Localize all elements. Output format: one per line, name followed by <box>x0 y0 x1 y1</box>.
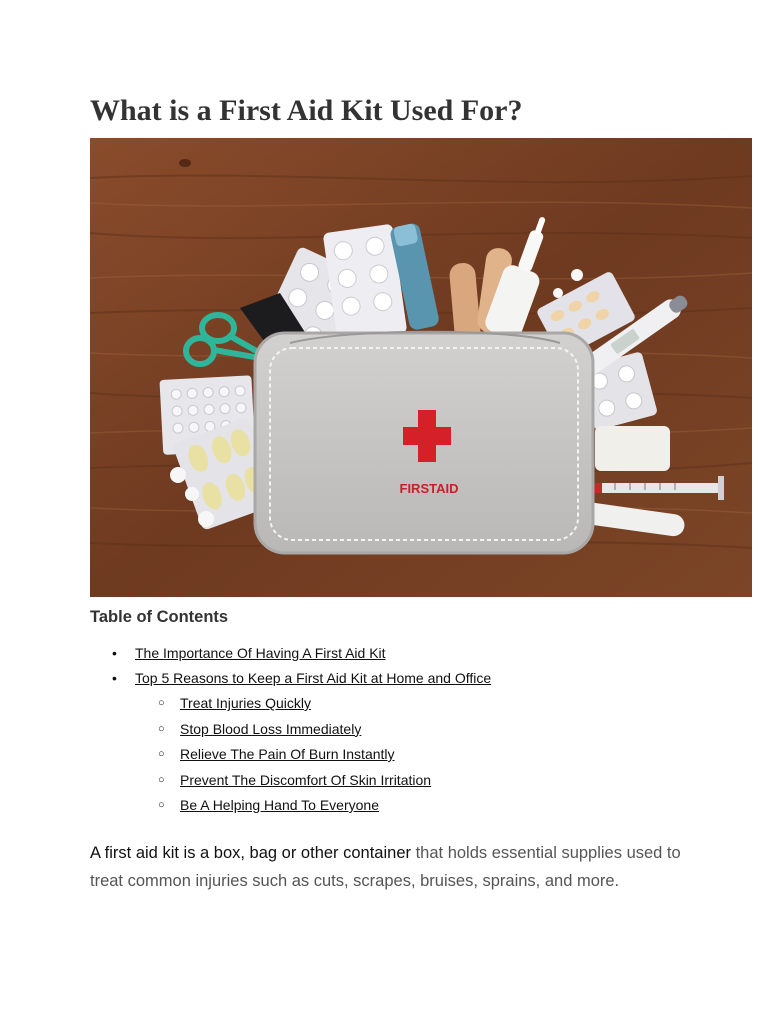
intro-paragraph <box>90 839 690 895</box>
bullet-icon: • <box>112 645 117 661</box>
toc-subitem-treat-injuries <box>90 691 730 717</box>
bag-label: FIRSTAID <box>399 481 459 496</box>
toc-item-top5-reasons <box>90 666 730 691</box>
table-of-contents <box>90 641 730 819</box>
circle-bullet-icon: ○ <box>158 773 165 786</box>
circle-bullet-icon: ○ <box>158 799 165 811</box>
circle-bullet-icon: ○ <box>158 697 165 709</box>
toc-link-treat-injuries[interactable]: Treat Injuries Quickly <box>180 695 311 711</box>
toc-link-top5-reasons[interactable]: Top 5 Reasons to Keep a First Aid Kit at Home and Office <box>135 670 492 686</box>
first-aid-kit-photo <box>90 138 752 597</box>
toc-item-importance <box>90 641 730 666</box>
toc-link-relieve-burn[interactable]: Relieve The Pain Of Burn Instantly <box>180 746 395 762</box>
toc-link-stop-blood-loss[interactable]: Stop Blood Loss Immediately <box>180 720 362 737</box>
intro-rest: that holds essential supplies used to treat common injuries such as cuts, scrapes, bruises, sprains, and more. <box>90 844 681 890</box>
toc-link-skin-irritation[interactable]: Prevent The Discomfort Of Skin Irritation <box>180 771 432 788</box>
toc-subitem-stop-blood-loss <box>90 717 730 743</box>
circle-bullet-icon: ○ <box>158 722 165 735</box>
first-aid-bag <box>255 332 593 553</box>
toc-subitem-helping-hand <box>90 793 730 819</box>
toc-heading: Table of Contents <box>90 608 229 626</box>
gauze-roll <box>595 426 670 471</box>
page-title: What is a First Aid Kit Used For? <box>90 94 523 127</box>
toc-subitem-skin-irritation <box>90 768 730 794</box>
circle-bullet-icon: ○ <box>158 748 165 760</box>
bullet-icon: • <box>112 670 117 686</box>
toc-subitem-relieve-burn <box>90 742 730 768</box>
toc-link-helping-hand[interactable]: Be A Helping Hand To Everyone <box>180 797 379 813</box>
toc-link-importance[interactable]: The Importance Of Having A First Aid Kit <box>135 645 386 661</box>
intro-lead: A first aid kit is a box, bag or other container <box>90 844 412 862</box>
